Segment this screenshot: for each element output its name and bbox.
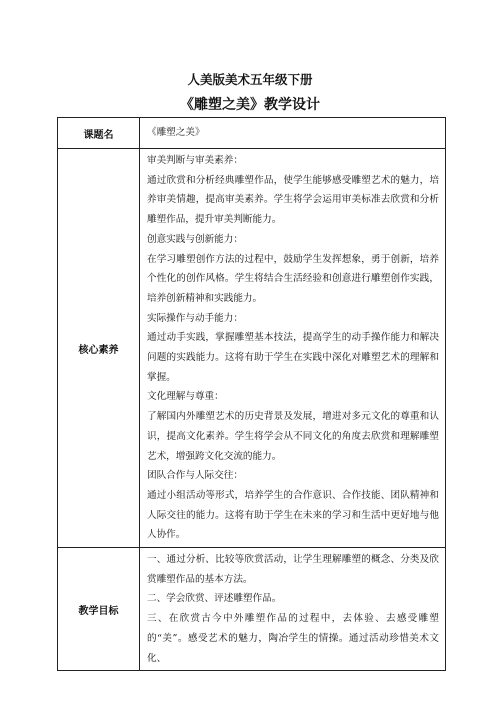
table-row-teaching-goals bbox=[58, 548, 446, 671]
core-section-heading: 创意实践与创新能力： bbox=[147, 233, 243, 245]
course-name-value: 《雕塑之美》 bbox=[140, 118, 446, 149]
goal-item: 二、学会欣赏、评述雕塑作品。 bbox=[147, 593, 282, 605]
goal-item: 三、在欣赏古今中外雕塑作品的过程中，去体验、去感受雕塑的“美”。感受艺术的魅力，陶冶学生的情操。通过活动珍惜美术文化、 bbox=[147, 613, 439, 664]
core-section-heading: 实际操作与动手能力： bbox=[147, 312, 243, 324]
core-section-text: 通过动手实践，掌握雕塑基本技法，提高学生的动手操作能力和解决问题的实践能力。这将有助于学生在实践中深化对雕塑艺术的理解和掌握。 bbox=[147, 332, 439, 383]
core-section-heading: 团队合作与人际交往： bbox=[147, 470, 243, 482]
core-section-text: 了解国内外雕塑艺术的历史背景及发展，增进对多元文化的尊重和认识，提高文化素养。学生将学会从不同文化的角度去欣赏和理解雕塑艺术，增强跨文化交流的能力。 bbox=[147, 411, 439, 462]
core-section-text: 通过欣赏和分析经典雕塑作品，使学生能够感受雕塑艺术的魅力，培养审美情趣，提高审美素养。学生将学会运用审美标准去欣赏和分析雕塑作品，提升审美判断能力。 bbox=[147, 174, 439, 226]
core-section-heading: 审美判断与审美素养： bbox=[147, 155, 243, 166]
goal-item: 一、通过分析、比较等欣赏活动，让学生理解雕塑的概念、分类及欣赏雕塑作品的基本方法。 bbox=[147, 554, 439, 585]
document-subtitle: 《雕塑之美》教学设计 bbox=[180, 97, 320, 113]
document-title: 人美版美术五年级下册 bbox=[187, 72, 313, 87]
lesson-plan-table bbox=[57, 117, 446, 671]
table-row-core-literacy bbox=[58, 149, 446, 548]
course-name-label: 课题名 bbox=[58, 118, 140, 149]
teaching-goals-label: 教学目标 bbox=[58, 548, 140, 671]
table-row-course bbox=[58, 118, 446, 149]
core-literacy-content bbox=[140, 149, 446, 548]
core-section-heading: 文化理解与尊重： bbox=[147, 391, 224, 403]
core-section-text: 在学习雕塑创作方法的过程中，鼓励学生发挥想象，勇于创新，培养个性化的创作风格。学生将结合生活经验和创意进行雕塑创作实践，培养创新精神和实践能力。 bbox=[147, 253, 439, 304]
core-section-text: 通过小组活动等形式，培养学生的合作意识、合作技能、团队精神和人际交往的能力。这将有助于学生在未来的学习和生活中更好地与他人协作。 bbox=[147, 489, 439, 541]
core-literacy-label: 核心素养 bbox=[58, 149, 140, 548]
teaching-goals-content bbox=[140, 548, 446, 671]
